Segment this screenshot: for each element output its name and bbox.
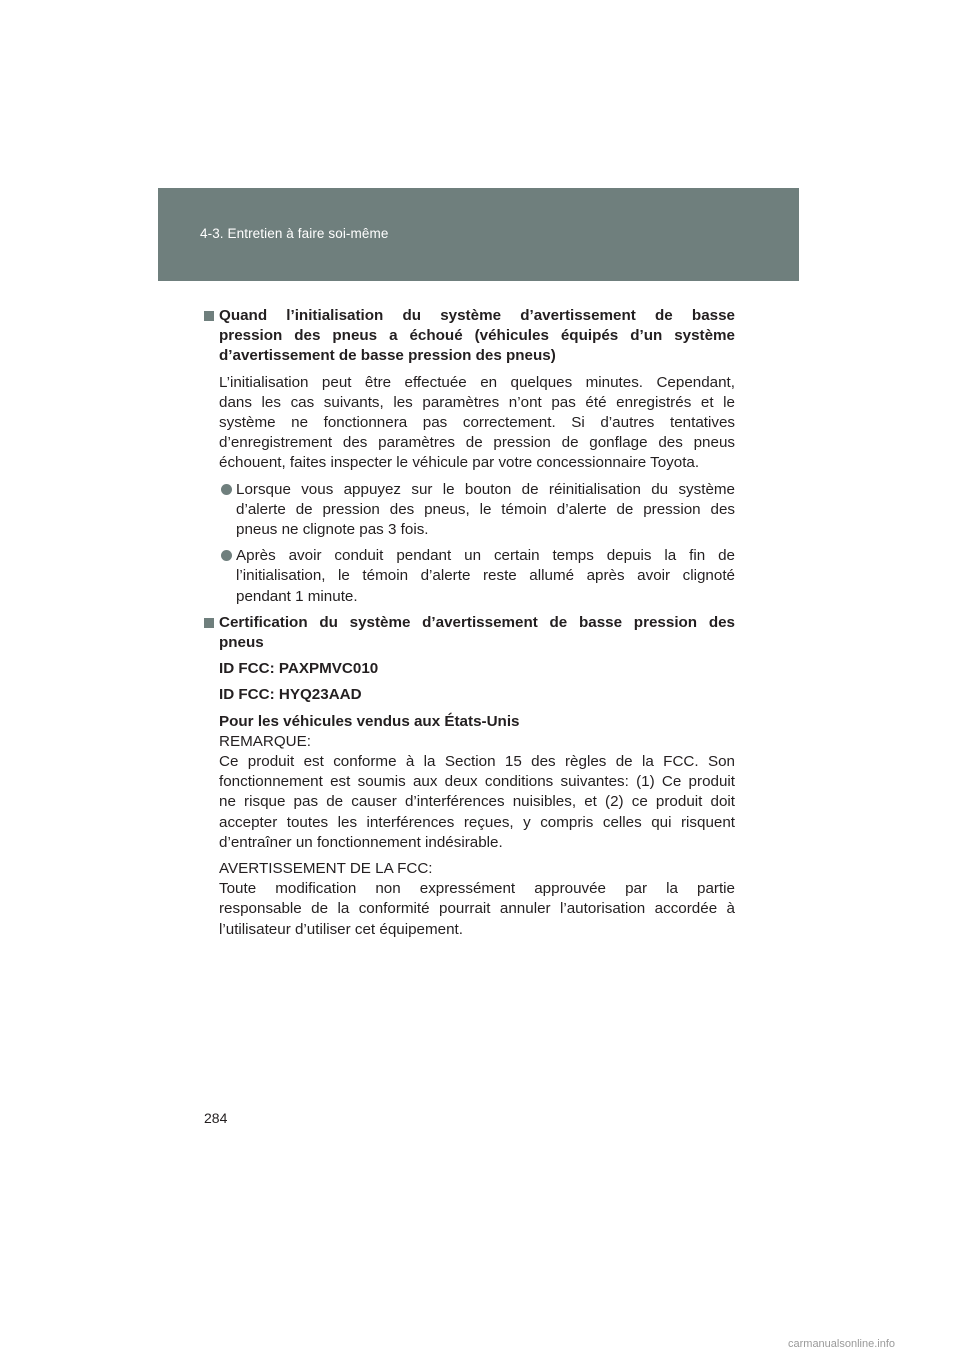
heading-line: pneus	[219, 634, 264, 652]
round-bullet-icon	[221, 484, 232, 495]
body-line: échouent, faites inspecter le véhicule par votre concessionnaire Toyota.	[219, 454, 700, 472]
section-header-bar	[158, 188, 799, 281]
warning-line: Toute modification non expressément approuvée par la partie	[219, 880, 735, 898]
section-heading-initialisation-failed	[204, 306, 735, 367]
remarque-line: d’entraîner un fonctionnement indésirable.	[219, 833, 503, 851]
remarque-line: fonctionnement est soumis aux deux conditions suivantes: (1) Ce produit	[219, 773, 735, 791]
fcc-id-2: ID FCC: HYQ23AAD	[219, 686, 362, 704]
heading-line: pression des pneus a échoué (véhicules équipés d’un système	[219, 327, 735, 345]
remarque-line: ne risque pas de causer d’interférences nuisibles, et (2) ce produit doit	[219, 793, 735, 811]
heading-line: Quand l’initialisation du système d’avertissement de basse	[219, 307, 735, 324]
bullet-line: l’initialisation, le témoin d’alerte reste allumé après avoir clignoté	[236, 567, 735, 585]
round-bullet-icon	[221, 550, 232, 561]
square-bullet-icon	[204, 618, 214, 628]
fcc-warning-block	[204, 859, 735, 940]
remarque-line: accepter toutes les interférences reçues, y compris celles qui risquent	[219, 813, 735, 831]
heading-line: d’avertissement de basse pression des pneus)	[219, 347, 556, 365]
bullet-line: d’alerte de pression des pneus, le témoin d’alerte de pression des	[236, 500, 735, 518]
warning-line: l’utilisateur d’utiliser cet équipement.	[219, 920, 463, 938]
page-number: 284	[204, 1110, 228, 1126]
list-item	[204, 480, 735, 541]
square-bullet-icon	[204, 311, 214, 321]
fcc-warning-label: AVERTISSEMENT DE LA FCC:	[219, 860, 433, 878]
watermark: carmanualsonline.info	[788, 1338, 896, 1350]
section-heading-certification	[204, 613, 735, 653]
list-item	[204, 546, 735, 607]
bullet-line: Après avoir conduit pendant un certain temps depuis la fin de	[236, 547, 735, 565]
bullet-line: pendant 1 minute.	[236, 587, 358, 605]
body-line: L’initialisation peut être effectuée en quelques minutes. Cependant,	[219, 373, 735, 391]
page-content	[204, 306, 735, 946]
body-line: dans les cas suivants, les paramètres n’ont pas été enregistrés et le	[219, 393, 735, 411]
body-line: d’enregistrement des paramètres de pression de gonflage des pneus	[219, 434, 735, 452]
remarque-block	[204, 712, 735, 853]
warning-line: responsable de la conformité pourrait annuler l’autorisation accordée à	[219, 900, 735, 918]
bullet-line: pneus ne clignote pas 3 fois.	[236, 521, 429, 539]
us-vehicles-title: Pour les véhicules vendus aux États-Unis	[219, 712, 520, 730]
body-line: système ne fonctionnera pas correctement. Si d’autres tentatives	[219, 414, 735, 432]
section-title: 4-3. Entretien à faire soi-même	[200, 226, 389, 241]
bullet-line: Lorsque vous appuyez sur le bouton de réinitialisation du système	[236, 480, 735, 498]
heading-line: Certification du système d’avertissement de basse pression des	[219, 613, 735, 631]
remarque-line: Ce produit est conforme à la Section 15 des règles de la FCC. Son	[219, 753, 735, 771]
fcc-id-1: ID FCC: PAXPMVC010	[219, 660, 379, 678]
remarque-label: REMARQUE:	[219, 732, 311, 750]
body-paragraph	[204, 373, 735, 474]
